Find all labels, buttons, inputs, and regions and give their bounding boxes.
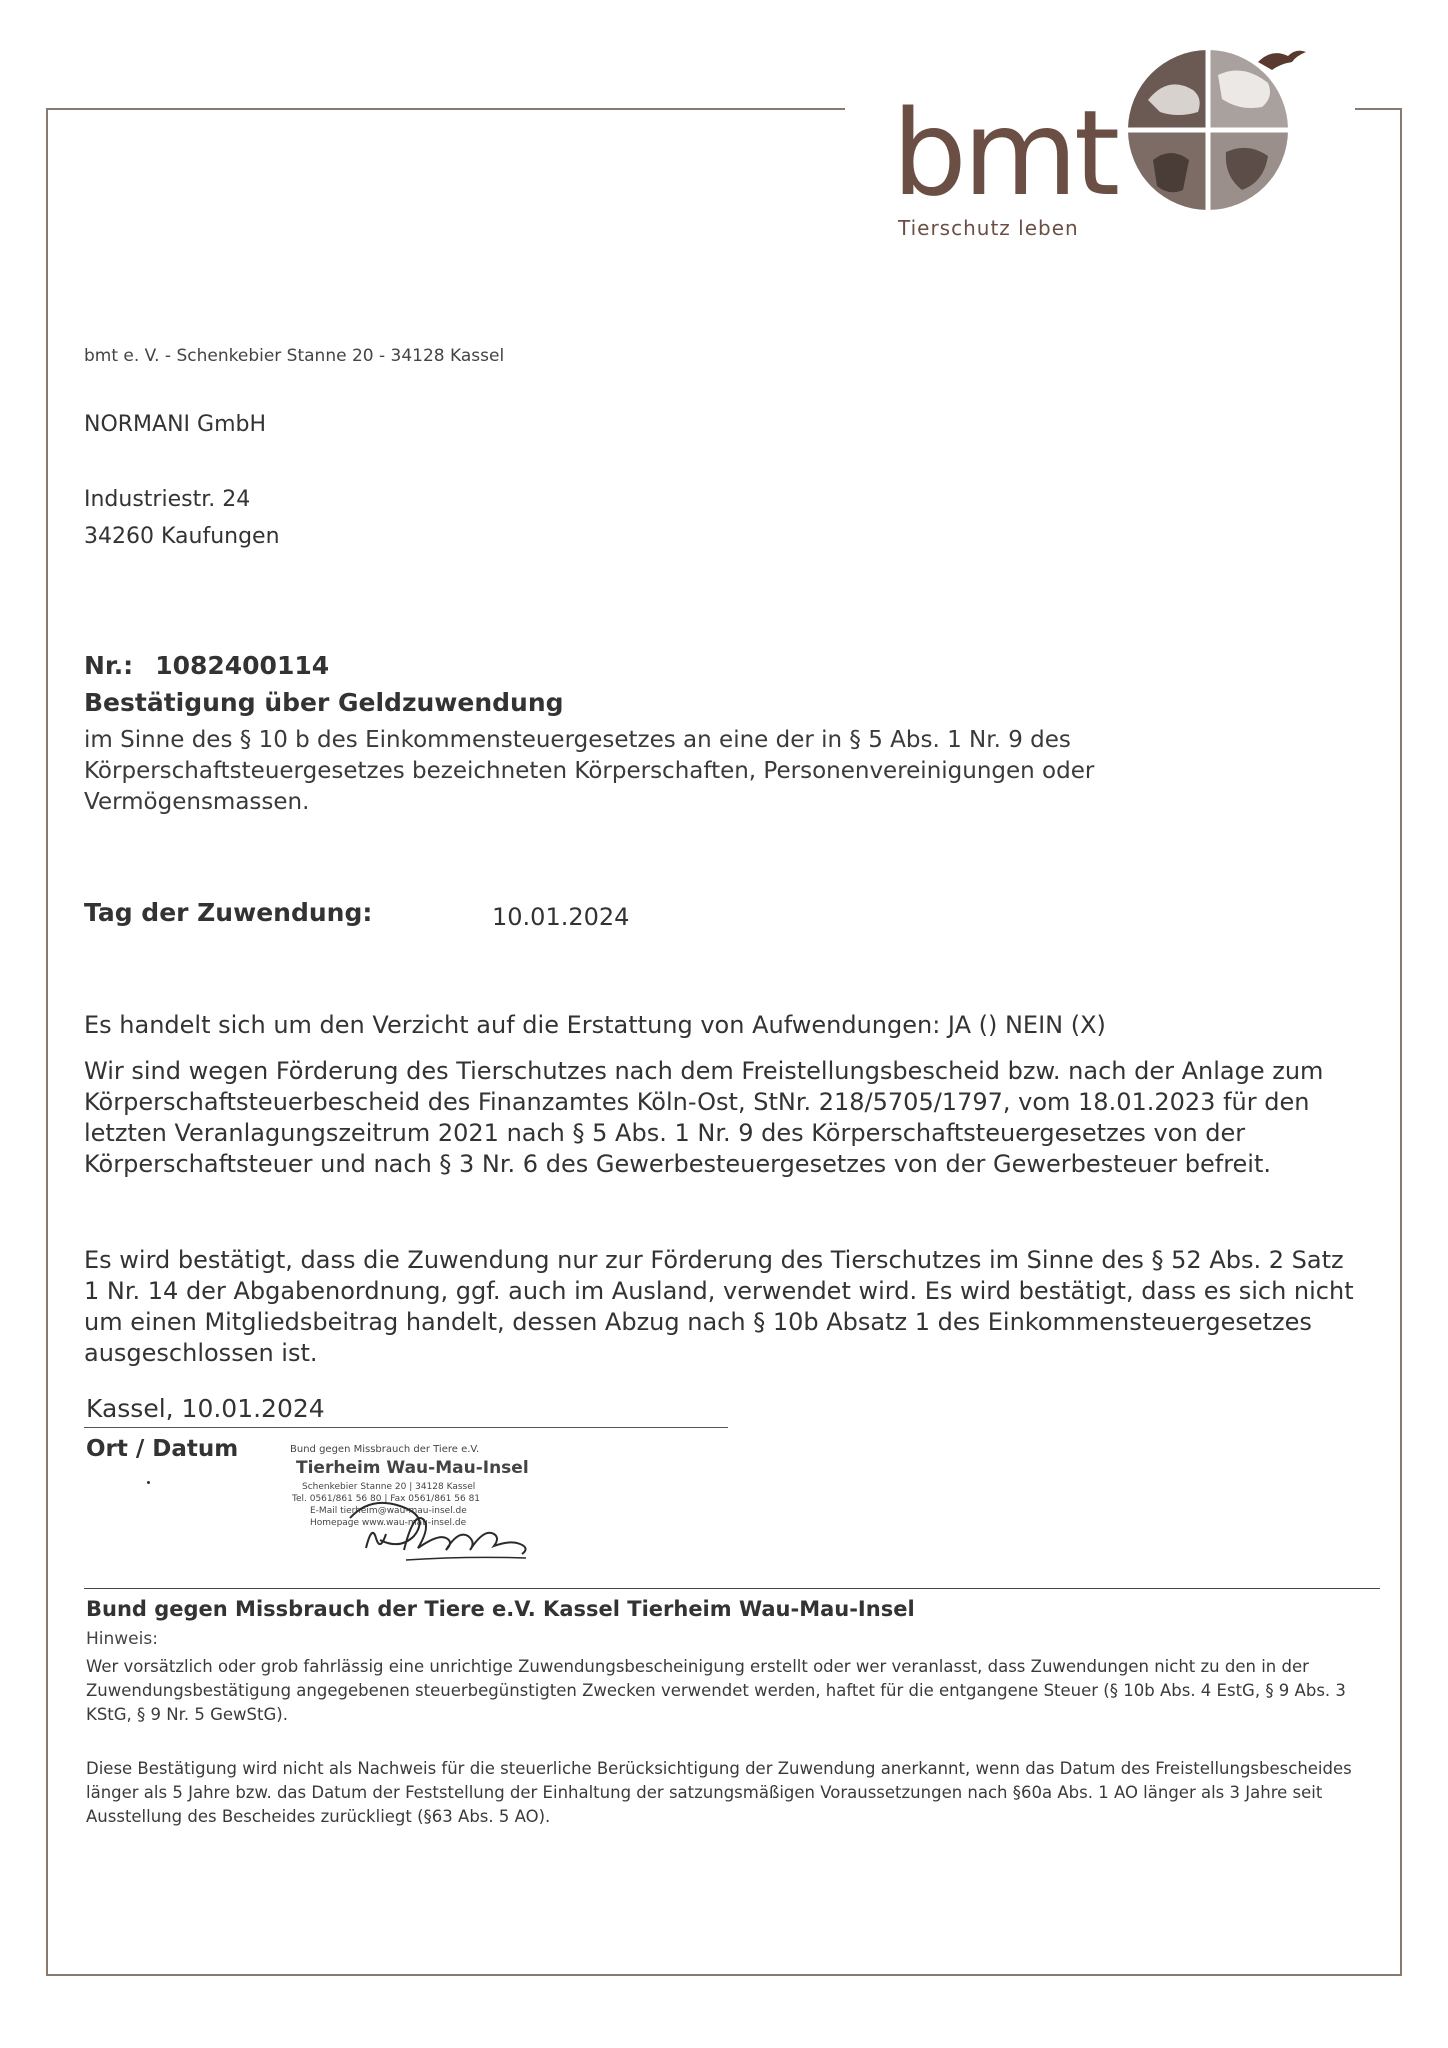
stamp-line-5: E-Mail tierheim@wau-mau-insel.de (310, 1506, 467, 1516)
stamp-line-3: Schenkebier Stanne 20 | 34128 Kassel (302, 1482, 476, 1492)
sender-line: bmt e. V. - Schenkebier Stanne 20 - 34128 Kassel (84, 346, 505, 366)
receipt-number-label: Nr.: (84, 651, 134, 680)
recipient-name: NORMANI GmbH (84, 412, 267, 437)
recipient-city: 34260 Kaufungen (84, 524, 280, 549)
footer-hint-label: Hinweis: (86, 1629, 158, 1649)
receipt-number (84, 651, 329, 680)
place-date-label: Ort / Datum (86, 1436, 239, 1462)
ink-dot (147, 1481, 150, 1484)
donation-day-label: Tag der Zuwendung: (84, 898, 373, 927)
logo-tagline: Tierschutz leben (898, 216, 1079, 240)
stamp-line-6: Homepage www.wau-mau-insel.de (310, 1518, 467, 1528)
receipt-intro: im Sinne des § 10 b des Einkommensteuergesetzes an eine der in § 5 Abs. 1 Nr. 9 des Körperschaftsteuergesetzes bezeichneten Körperschaften, Personenvereinigungen oder Vermögensmassen. (84, 727, 1095, 815)
signature-line (84, 1427, 728, 1428)
handwritten-signature (346, 1488, 546, 1564)
exemption-paragraph: Wir sind wegen Förderung des Tierschutzes nach dem Freistellungsbescheid bzw. nach der Anlage zum Körperschaftsteuerbescheid des Finanzamtes Köln-Ost, StNr. 218/5705/1797, vom 18.01.2023 für den letzten Veranlagungszeitrum 2021 nach § 5 Abs. 1 Nr. 9 des Körperschaftsteuergesetzes von der Körperschaftsteuer und nach § 3 Nr. 6 des Gewerbesteuergesetzes von der Gewerbesteuer befreit. (84, 1057, 1324, 1178)
donation-day-value: 10.01.2024 (492, 903, 630, 931)
place-date: Kassel, 10.01.2024 (86, 1394, 325, 1423)
recipient-street: Industriestr. 24 (84, 487, 251, 512)
waiver-paragraph: Es handelt sich um den Verzicht auf die Erstattung von Aufwendungen: JA () NEIN (X) (84, 1011, 1106, 1039)
receipt-title: Bestätigung über Geldzuwendung (84, 688, 564, 717)
footer-hint-text: Wer vorsätzlich oder grob fahrlässig eine unrichtige Zuwendungsbescheinigung erstellt oder wer veranlasst, dass Zuwendungen nicht zu den in der Zuwendungsbestätigung angegebenen steuerbegünstigten Zwecken verwendet werden, haftet für die entgangene Steuer (§ 10b Abs. 4 EstG, § 9 Abs. 3 KStG, § 9 Nr. 5 GewStG). (86, 1657, 1346, 1724)
footer-validity-text: Diese Bestätigung wird nicht als Nachweis für die steuerliche Berücksichtigung der Zuwendung anerkannt, wenn das Datum des Freistellungsbescheides länger als 5 Jahre bzw. das Datum der Feststellung der Einhaltung der satzungsmäßigen Voraussetzungen nach §60a Abs. 1 AO länger als 3 Jahre seit Ausstellung des Bescheides zurückliegt (§63 Abs. 5 AO). (86, 1759, 1352, 1826)
bmt-logo (880, 40, 1300, 250)
stamp-line-4: Tel. 0561/861 56 80 | Fax 0561/861 56 81 (292, 1494, 481, 1504)
receipt-number-value: 1082400114 (155, 651, 330, 680)
stamp-line-2: Tierheim Wau-Mau-Insel (296, 1458, 529, 1478)
logo-wordmark: bmt (892, 84, 1117, 222)
organization-stamp (286, 1444, 556, 1564)
footer-organization: Bund gegen Missbrauch der Tiere e.V. Kassel Tierheim Wau-Mau-Insel (86, 1597, 915, 1621)
footer-divider (84, 1588, 1380, 1589)
animal-collage-icon (1108, 40, 1308, 220)
stamp-line-1: Bund gegen Missbrauch der Tiere e.V. (290, 1444, 480, 1455)
confirmation-paragraph: Es wird bestätigt, dass die Zuwendung nur zur Förderung des Tierschutzes im Sinne des § 52 Abs. 2 Satz 1 Nr. 14 der Abgabenordnung, ggf. auch im Ausland, verwendet wird. Es wird bestätigt, dass es sich nicht um einen Mitgliedsbeitrag handelt, dessen Abzug nach § 10b Absatz 1 des Einkommensteuergesetzes ausgeschlossen ist. (84, 1246, 1354, 1367)
